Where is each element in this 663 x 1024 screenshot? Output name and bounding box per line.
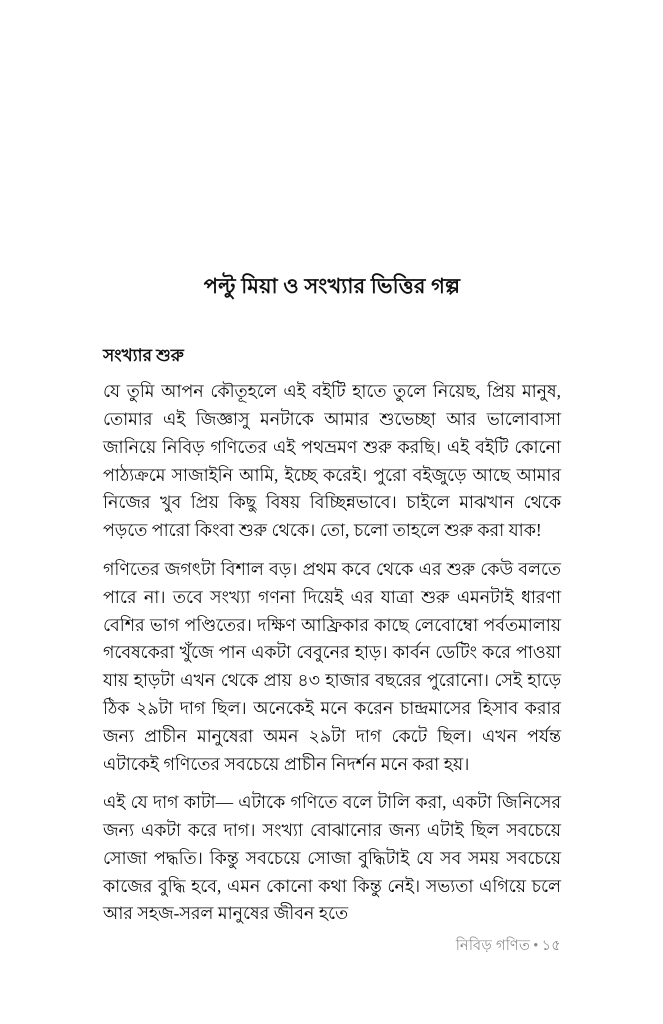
footer-separator-dot: • <box>533 938 539 954</box>
footer-book-title: নিবিড় গণিত <box>455 938 531 954</box>
footer-page-number: ১৫ <box>541 938 561 954</box>
section-heading: সংখ্যার শুরু <box>103 346 184 366</box>
paragraph-tally: এই যে দাগ কাটা— এটাকে গণিতে বলে টালি করা, একটা জিনিসের জন্য একটা করে দাগ। সংখ্যা বোঝানোর জন্য এটাই ছিল সবচেয়ে সোজা পদ্ধতি। কিন্তু সবচেয়ে সোজা বুদ্ধিটাই যে সব সময় সবচেয়ে কাজের বুদ্ধি হবে, এমন কোনো কথা কিন্তু নেই। সভ্যতা এগিয়ে চলে আর সহজ-সরল মানুষের জীবন হতে <box>103 792 561 924</box>
page-footer <box>103 936 561 956</box>
chapter-title: পল্টু মিয়া ও সংখ্যার ভিত্তির গল্প <box>203 274 461 298</box>
paragraph-history: গণিতের জগৎটা বিশাল বড়। প্রথম কবে থেকে এর শুরু কেউ বলতে পারে না। তবে সংখ্যা গণনা দিয়েই এর যাত্রা শুরু এমনটাই ধারণা বেশির ভাগ পণ্ডিতের। দক্ষিণ আফ্রিকার কাছে লেবোম্বো পর্বতমালায় গবেষকেরা খুঁজে পান একটা বেবুনের হাড়। কার্বন ডেটিং করে পাওয়া যায় হাড়টা এখন থেকে প্রায় ৪৩ হাজার বছরের পুরোনো। সেই হাড়ে ঠিক ২৯টা দাগ ছিল। অনেকেই মনে করেন চান্দ্রমাসের হিসাব করার জন্য প্রাচীন মানুষেরা অমন ২৯টা দাগ কেটে ছিল। এখন পর্যন্ত এটাকেই গণিতের সবচেয়ে প্রাচীন নিদর্শন মনে করা হয়। <box>103 558 561 774</box>
paragraph-intro: যে তুমি আপন কৌতূহলে এই বইটি হাতে তুলে নিয়েছ, প্রিয় মানুষ, তোমার এই জিজ্ঞাসু মনটাকে আমার শুভেচ্ছা আর ভালোবাসা জানিয়ে নিবিড় গণিতের এই পথভ্রমণ শুরু করছি। এই বইটি কোনো পাঠ্যক্রমে সাজাইনি আমি, ইচ্ছে করেই। পুরো বইজুড়ে আছে আমার নিজের খুব প্রিয় কিছু বিষয় বিচ্ছিন্নভাবে। চাইলে মাঝখান থেকে পড়তে পারো কিংবা শুরু থেকে। তো, চলো তাহলে শুরু করা যাক! <box>103 381 561 541</box>
page-content <box>103 0 561 928</box>
